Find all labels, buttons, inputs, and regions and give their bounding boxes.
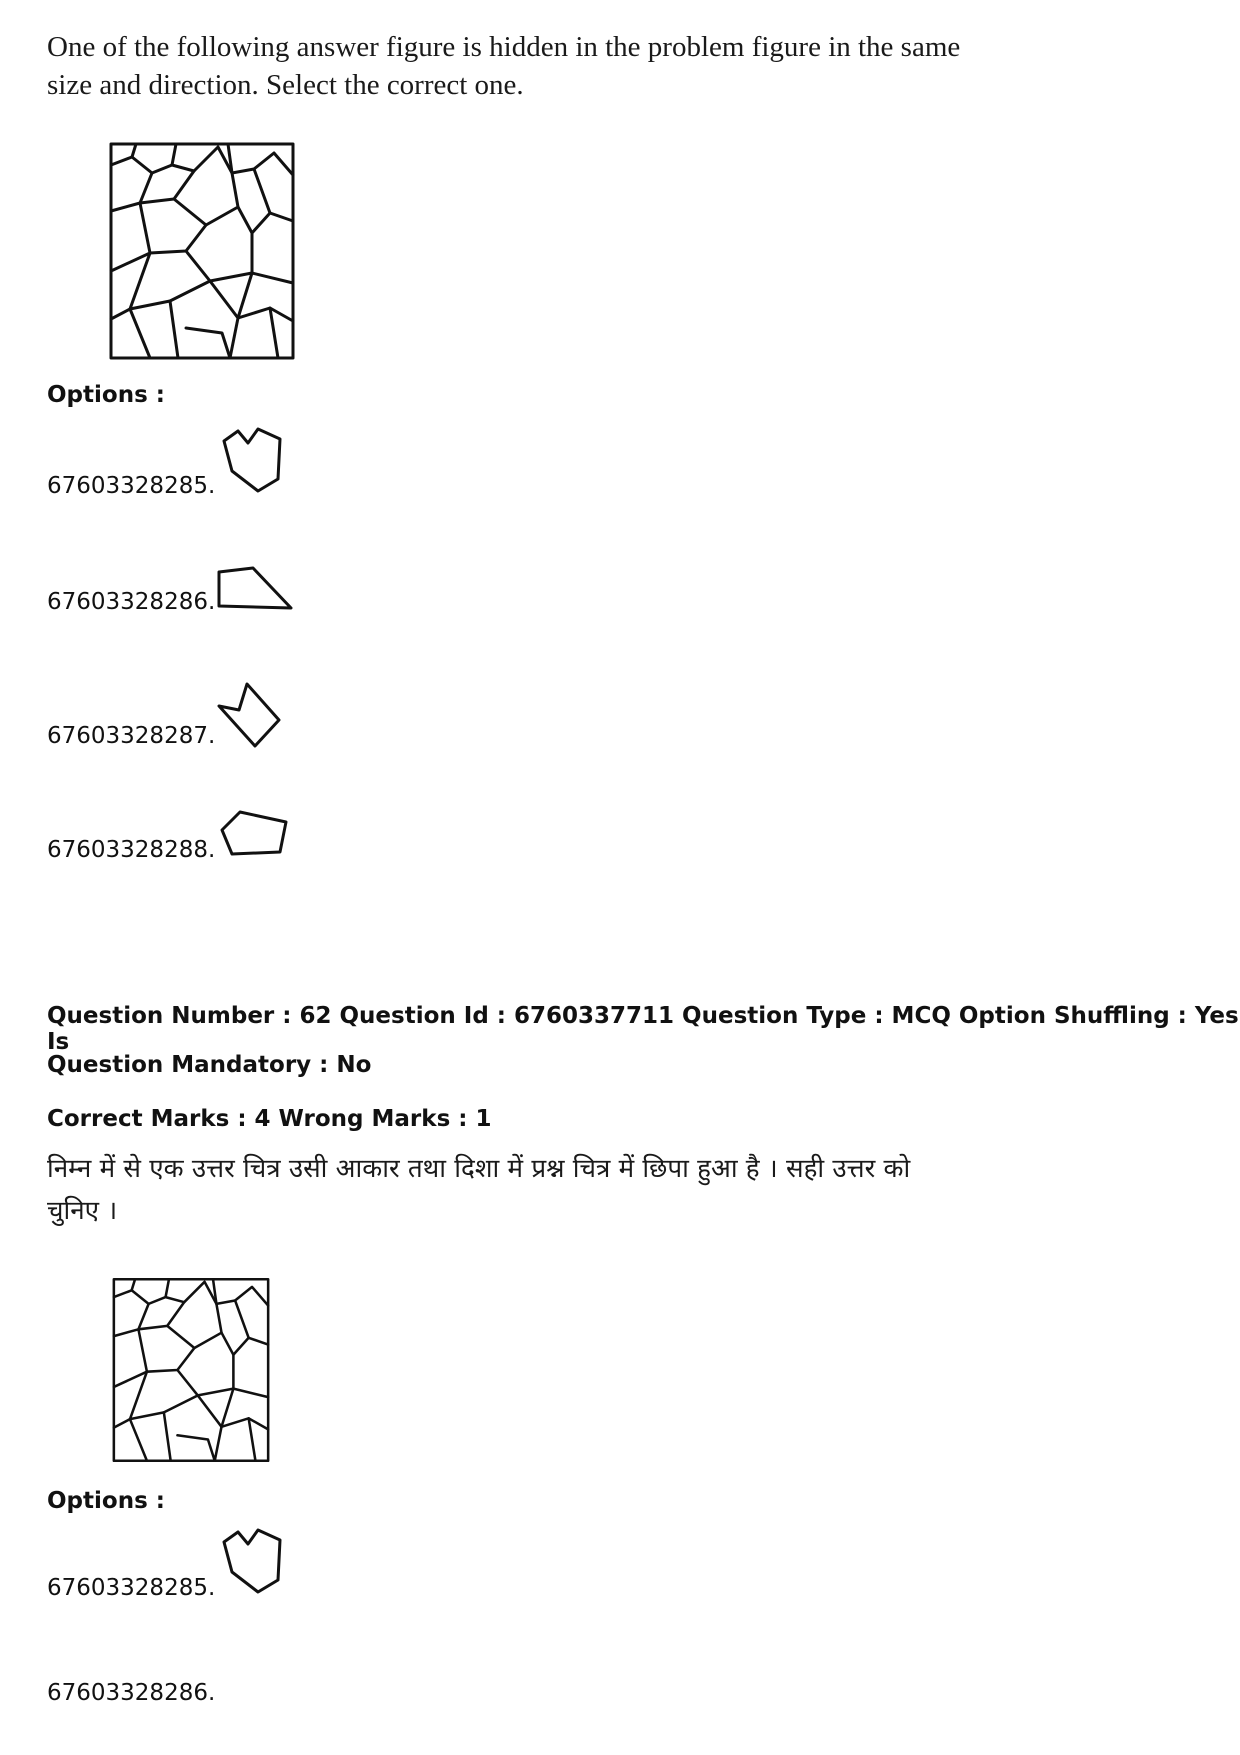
problem-figure-2 — [113, 1278, 269, 1462]
pentagon-notched-icon — [218, 1528, 286, 1594]
option-id: 67603328286. — [47, 1680, 216, 1706]
option-2-2[interactable] — [47, 1680, 215, 1706]
question-meta-line1: Question Number : 62 Question Id : 6760337711 Question Type : MCQ Option Shuffling : Yes Is — [47, 1003, 1239, 1055]
marks-line: Correct Marks : 4 Wrong Marks : 1 — [47, 1106, 492, 1132]
question-text-hindi: निम्न में से एक उत्तर चित्र उसी आकार तथा दिशा में प्रश्न चित्र में छिपा हुआ है । सही उत्तर को चुनिए । — [47, 1154, 911, 1226]
option-4[interactable] — [47, 837, 215, 863]
option-2-1[interactable] — [47, 1575, 215, 1601]
options-label: Options : — [47, 382, 165, 408]
question-text-english: One of the following answer figure is hidden in the problem figure in the same size and direction. Select the correct one. — [47, 31, 961, 101]
problem-figure-1 — [110, 143, 294, 359]
pentagon-notched-icon — [218, 427, 286, 493]
option-1[interactable] — [47, 473, 215, 499]
option-id: 67603328285. — [47, 473, 216, 499]
option-2[interactable] — [47, 589, 215, 615]
crown-chevron-icon — [215, 680, 287, 750]
question-meta-line2: Question Mandatory : No — [47, 1052, 372, 1078]
pentagon-icon — [218, 808, 290, 860]
option-id: 67603328287. — [47, 723, 216, 749]
option-id: 67603328285. — [47, 1575, 216, 1601]
quadrilateral-icon — [215, 566, 295, 612]
option-3[interactable] — [47, 723, 215, 749]
options-label-2: Options : — [47, 1488, 165, 1514]
option-id: 67603328286. — [47, 589, 216, 615]
option-id: 67603328288. — [47, 837, 216, 863]
